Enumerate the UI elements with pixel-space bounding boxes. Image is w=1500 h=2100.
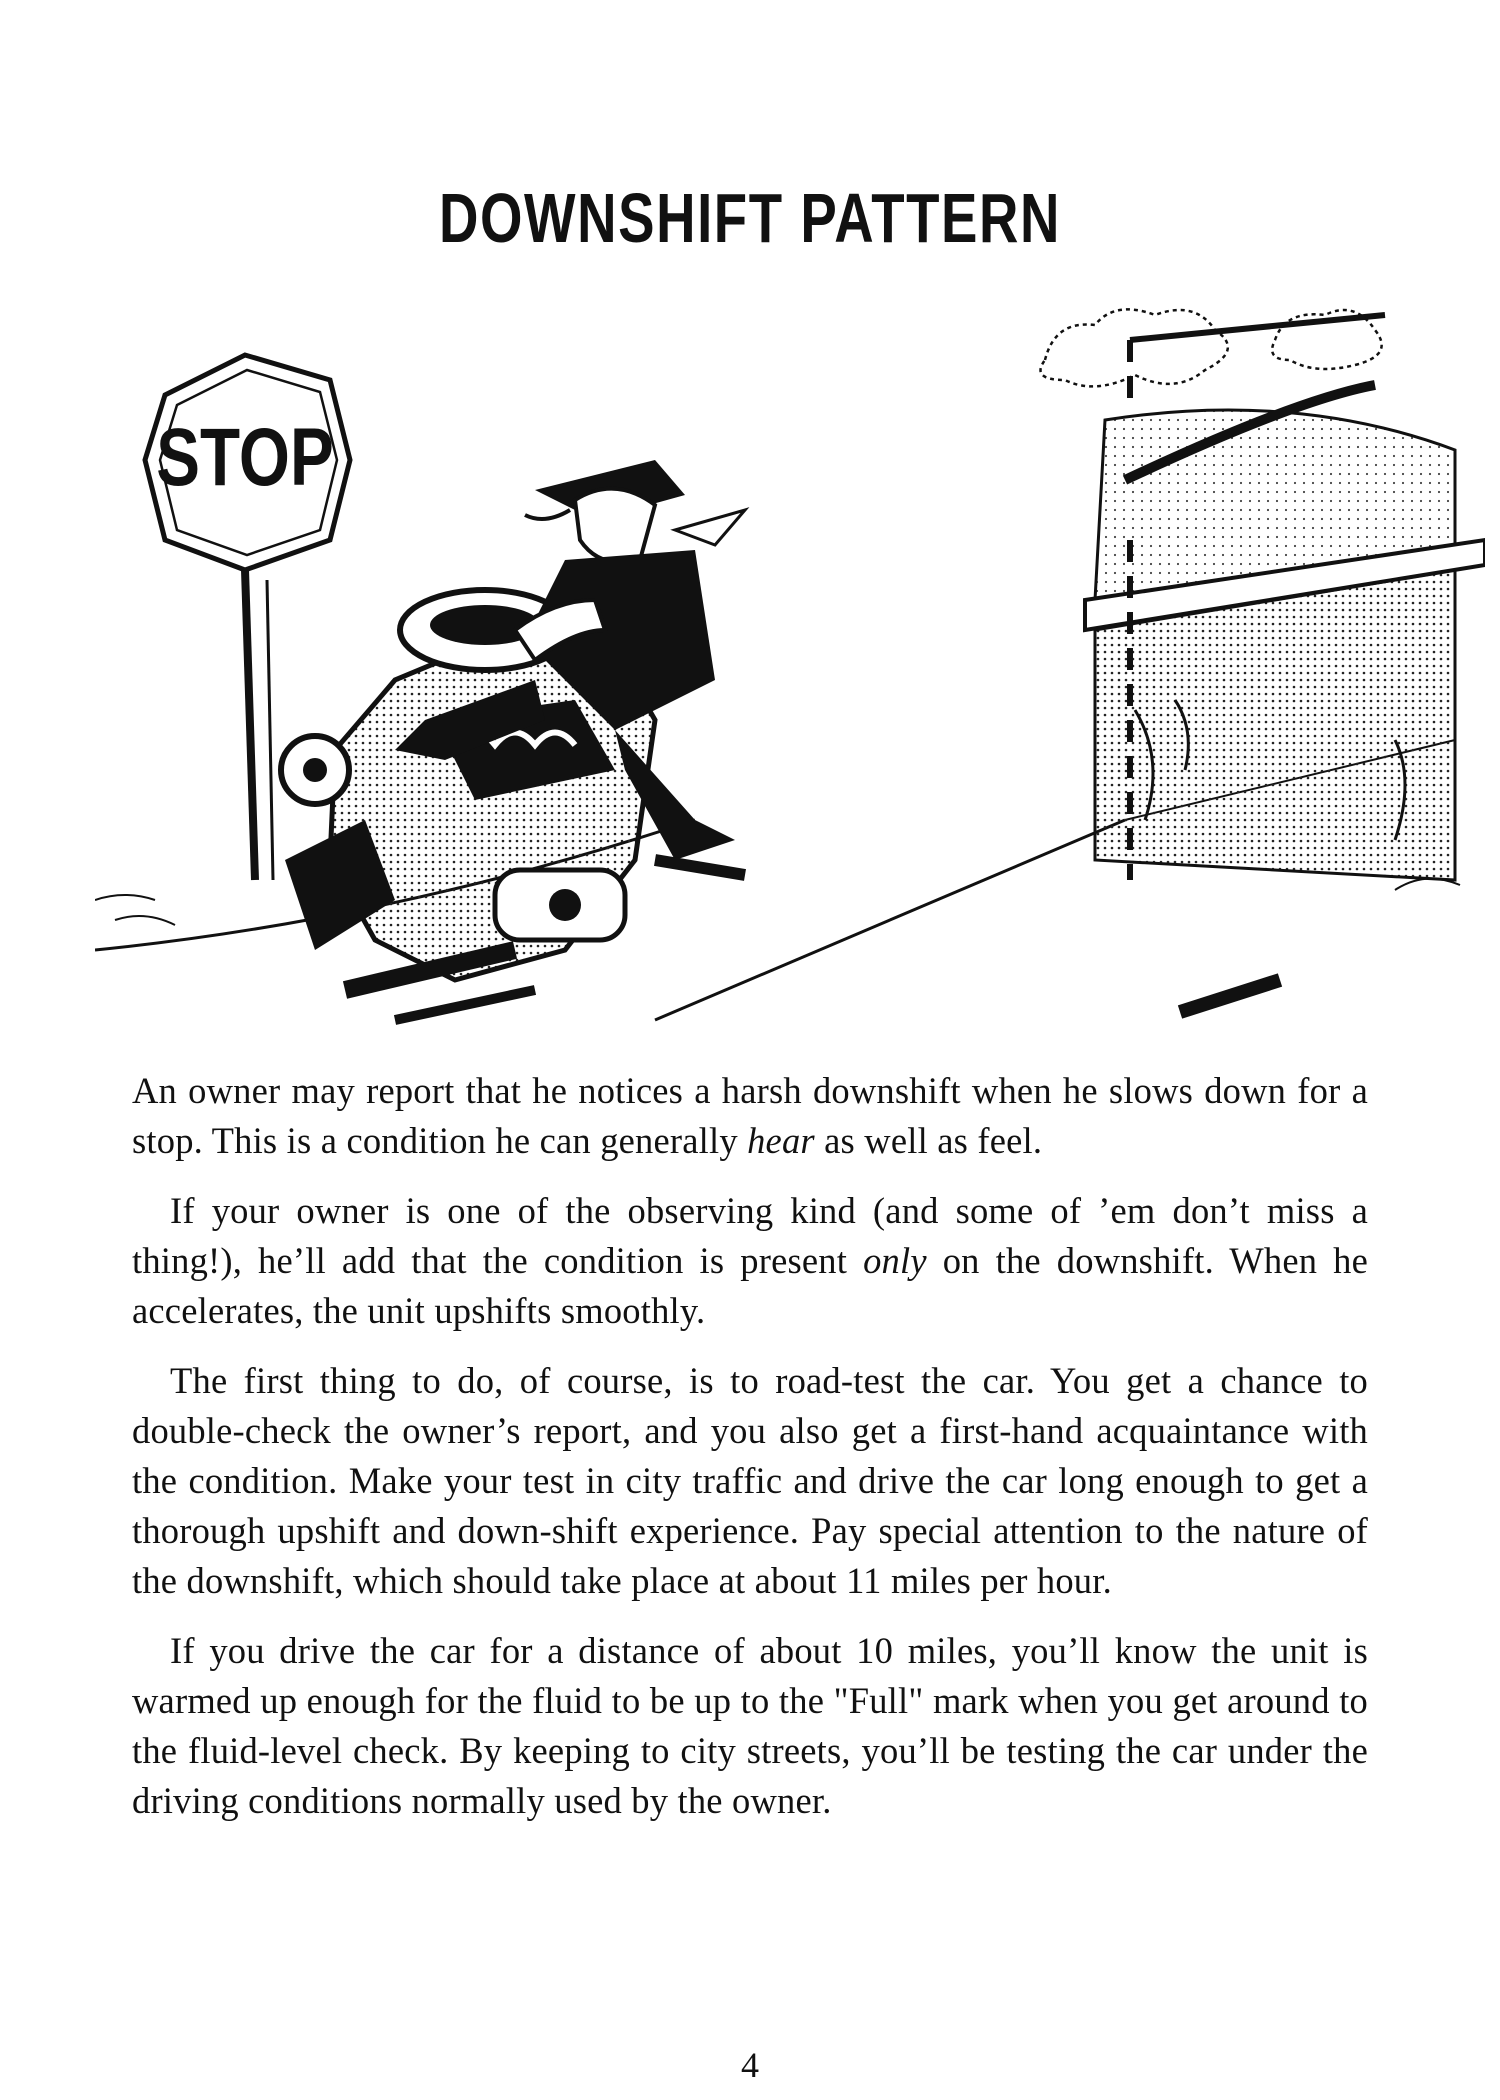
- page-number: 4: [741, 2045, 759, 2085]
- road-wall: [1085, 315, 1485, 880]
- paragraph-1-text-a: An owner may report that he notices a harsh downshift when he slows down for a stop. This is a condition he can generally: [132, 1070, 1368, 1161]
- paragraph-1-text-b: as well as feel.: [814, 1120, 1043, 1161]
- body-text: [132, 1066, 1368, 1846]
- page-title: DOWNSHIFT PATTERN: [438, 179, 1062, 257]
- paragraph-2-text-b: on the downshift. When he accelerates, the unit upshifts smoothly.: [132, 1240, 1369, 1331]
- stop-sign-label: STOP: [156, 411, 334, 503]
- paragraph-2: [132, 1186, 1368, 1336]
- paragraph-2-text-a: If your owner is one of the observing kind (and some of ’em don’t miss a thing!), he’ll add that the condition is present: [132, 1190, 1368, 1281]
- cartoon-downshift-illustration: [95, 300, 1485, 1030]
- paragraph-4: If you drive the car for a distance of about 10 miles, you’ll know the unit is warmed up enough for the fluid to be up to the "Full" mark when you get around to the fluid-level check. By keeping to city streets, you’ll be testing the car under the driving conditions normally used by the owner.: [132, 1630, 1368, 1821]
- paragraph-3: The first thing to do, of course, is to road-test the car. You get a chance to double-check the owner’s report, and you also get a first-hand acquaintance with the condition. Make your test in city traffic and drive the car long enough to get a thorough upshift and down-shift experience. Pay special attention to the nature of the downshift, which should take place at about 11 miles per hour.: [132, 1360, 1368, 1601]
- paragraph-1: [132, 1066, 1368, 1166]
- paragraph-1-emphasis: hear: [747, 1120, 815, 1161]
- paragraph-2-emphasis: only: [863, 1240, 927, 1281]
